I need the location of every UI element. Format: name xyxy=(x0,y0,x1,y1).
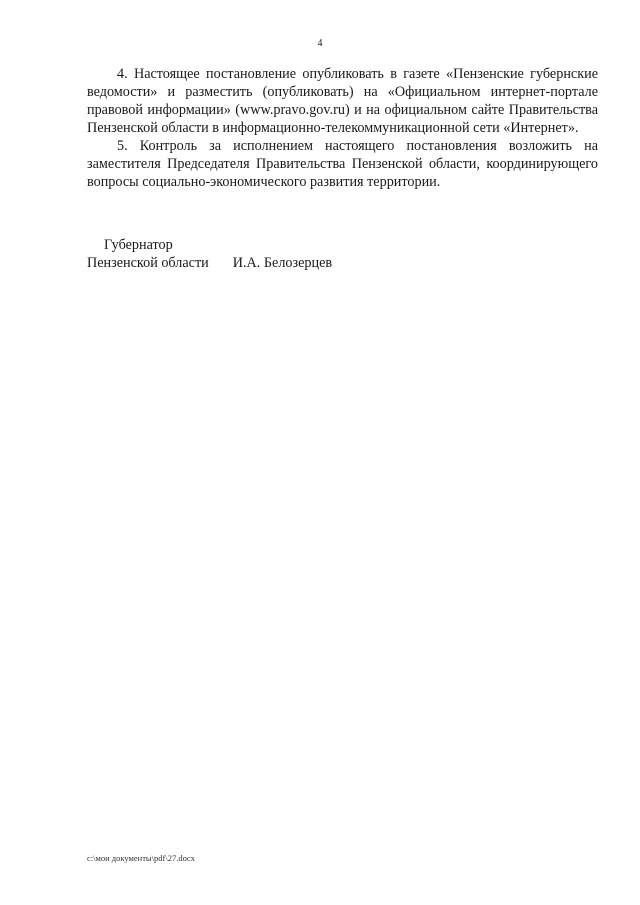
page-number: 4 xyxy=(317,38,323,49)
signatory-title: Губернатор xyxy=(104,237,173,253)
signature-block xyxy=(87,236,487,272)
paragraph-control: 5. Контроль за исполнением настоящего постановления возложить на заместителя Председателя Правительства Пензенской области, координирующего вопросы социально-экономического развития территории. xyxy=(87,138,598,190)
signatory-name: И.А. Белозерцев xyxy=(232,255,333,271)
document-body xyxy=(87,65,598,191)
footer-file-path: c:\мои документы\pdf\27.docx xyxy=(87,853,195,863)
paragraph-publication: 4. Настоящее постановление опубликовать в газете «Пензенские губернские ведомости» и разместить (опубликовать) на «Официальном интернет-портале правовой информации» (www.pravo.gov.ru) и на официальном сайте Правительства Пензенской области в информационно-телекоммуникационной сети «Интернет». xyxy=(87,66,598,136)
signatory-line xyxy=(87,254,487,272)
signatory-region: Пензенской области xyxy=(87,255,209,271)
